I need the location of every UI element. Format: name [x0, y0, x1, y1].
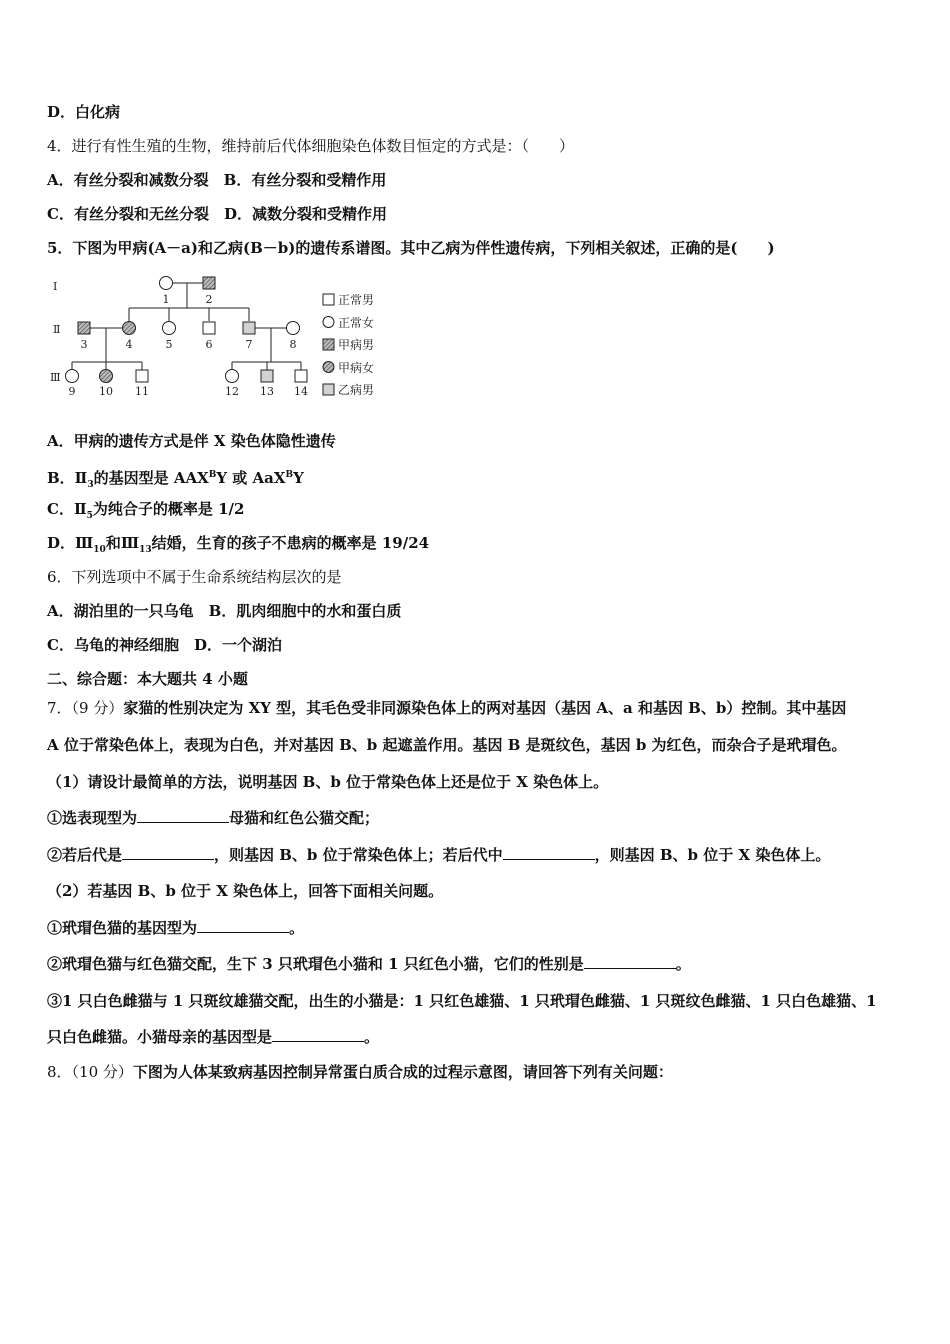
- q6-stem: 6．下列选项中不属于生命系统结构层次的是: [47, 568, 342, 586]
- person-13-disease-b-male: [261, 370, 273, 382]
- gen-label-2: Ⅱ: [53, 323, 61, 336]
- q5-d-pre: D．Ⅲ: [47, 534, 94, 552]
- q7-stem-2: A 位于常染色体上，表现为白色，并对基因 B、b 起遮盖作用。基因 B 是斑纹色，基因 b 为红色，而杂合子是玳瑁色。: [47, 736, 847, 754]
- answer-blank-5[interactable]: [584, 954, 676, 969]
- q5-d-end: 结婚，生育的孩子不患病的概率是 19/24: [151, 534, 430, 552]
- q7-part-1: （1）请设计最简单的方法，说明基因 B、b 位于常染色体上还是位于 X 染色体上。: [47, 773, 609, 791]
- q7-part-2-3: ③1 只白色雌猫与 1 只斑纹雄猫交配，出生的小猫是：1 只红色雄猫、1 只玳瑁色雌猫、1 只斑纹色雌猫、1 只白色雄猫、1: [47, 992, 877, 1010]
- person-num-6: 6: [205, 338, 213, 351]
- answer-blank-6[interactable]: [272, 1027, 364, 1042]
- q5-d-mid: 和Ⅲ: [105, 534, 140, 552]
- person-6-normal-male: [203, 322, 215, 334]
- q6-options-ab: [47, 601, 401, 621]
- q5-b-end: Y: [293, 469, 304, 487]
- answer-blank-1[interactable]: [137, 808, 229, 823]
- pedigree-chart: [47, 268, 392, 400]
- q4-option-b: B．有丝分裂和受精作用: [223, 171, 387, 189]
- person-num-3: 3: [80, 338, 88, 351]
- q6-option-a: A．湖泊里的一只乌龟: [47, 602, 194, 620]
- person-4-disease-a-female: [123, 322, 136, 335]
- person-num-13: 13: [260, 385, 274, 398]
- legend-normal-male-icon: [323, 294, 334, 305]
- person-num-7: 7: [245, 338, 253, 351]
- q5-stem: 5．下图为甲病(A－a)和乙病(B－b)的遗传系谱图。其中乙病为伴性遗传病，下列相关叙述，正确的是( ): [47, 239, 775, 257]
- person-7-disease-b-male: [243, 322, 255, 334]
- q5-d-sub1: 10: [93, 545, 106, 555]
- q7-p2-3c: 。: [364, 1028, 380, 1046]
- person-num-10: 10: [99, 385, 113, 398]
- q5-b-mid2: Y 或 AaX: [216, 469, 286, 487]
- q7-part-2-1: [47, 918, 304, 938]
- q7-stem-1: [47, 698, 846, 718]
- legend-normal-female-icon: [323, 317, 334, 328]
- person-num-11: 11: [135, 385, 149, 398]
- person-num-1: 1: [162, 293, 170, 306]
- q4-stem: 4．进行有性生殖的生物，维持前后代体细胞染色体数目恒定的方式是：（ ）: [47, 137, 575, 155]
- person-3-disease-a-male: [78, 322, 90, 334]
- answer-blank-3[interactable]: [503, 845, 595, 860]
- person-2-disease-a-male: [203, 277, 215, 289]
- q7-stem1-text: 家猫的性别决定为 XY 型，其毛色受非同源染色体上的两对基因（基因 A、a 和基因 B、b）控制。其中基因: [123, 699, 847, 717]
- person-num-4: 4: [125, 338, 133, 351]
- q7-p2-1a: ①玳瑁色猫的基因型为: [47, 919, 198, 937]
- q5-b-pre: B．Ⅱ: [47, 469, 88, 487]
- q4-option-a: A．有丝分裂和减数分裂: [47, 171, 209, 189]
- person-num-14: 14: [294, 385, 308, 398]
- q6-options-cd: [47, 635, 282, 655]
- q5-option-d: [47, 533, 429, 560]
- q7-p1-2c: ，则基因 B、b 位于 X 染色体上。: [594, 846, 831, 864]
- person-14-normal-male: [295, 370, 307, 382]
- q7-p2-2b: 。: [675, 955, 691, 973]
- legend-disease-a-male-icon: [323, 339, 334, 350]
- section-2-title: 二、综合题：本大题共 4 小题: [47, 670, 248, 688]
- q7-part-2-3b: [47, 1027, 379, 1047]
- person-9-normal-female: [66, 370, 79, 383]
- q7-p1-2a: ②若后代是: [47, 846, 123, 864]
- person-10-disease-a-female: [100, 370, 113, 383]
- q7-part-1-1: [47, 808, 379, 828]
- person-num-2: 2: [205, 293, 213, 306]
- gen-label-1: Ⅰ: [53, 280, 58, 293]
- person-num-5: 5: [165, 338, 173, 351]
- q8-number: 8．: [47, 1063, 72, 1081]
- q5-c-pre: C．Ⅱ: [47, 500, 87, 518]
- q6-option-d: D．一个湖泊: [193, 636, 282, 654]
- q5-c-sub: 5: [86, 511, 93, 521]
- q4-options-ab: [47, 170, 386, 190]
- q7-p2-3b: 只白色雌猫。小猫母亲的基因型是: [47, 1028, 273, 1046]
- q4-option-c: C．有丝分裂和无丝分裂: [47, 205, 209, 223]
- q8-stem-text: 下图为人体某致病基因控制异常蛋白质合成的过程示意图，请回答下列有关问题：: [132, 1063, 673, 1081]
- answer-blank-2[interactable]: [122, 845, 214, 860]
- q7-part-2-2: [47, 954, 691, 974]
- person-num-8: 8: [289, 338, 297, 351]
- q4-option-d: D．减数分裂和受精作用: [223, 205, 387, 223]
- q7-p1-1a: ①选表现型为: [47, 809, 138, 827]
- person-num-12: 12: [225, 385, 239, 398]
- legend-disease-a-male: 甲病男: [338, 338, 375, 352]
- q7-score: （9 分）: [71, 699, 124, 717]
- answer-blank-4[interactable]: [197, 918, 289, 933]
- q5-c-end: 为纯合子的概率是 1/2: [92, 500, 245, 518]
- person-1-normal-female: [160, 277, 173, 290]
- person-8-normal-female: [287, 322, 300, 335]
- q6-option-c: C．乌龟的神经细胞: [47, 636, 179, 654]
- q3-option-d: D．白化病: [47, 103, 121, 121]
- q7-number: 7．: [47, 699, 72, 717]
- person-5-normal-female: [163, 322, 176, 335]
- legend-disease-a-female-icon: [323, 362, 334, 373]
- q5-b-mid: 的基因型是 AAX: [93, 469, 209, 487]
- q8-score: （10 分）: [71, 1063, 133, 1081]
- q5-b-sup2: B: [285, 470, 294, 480]
- q7-p1-2b: ，则基因 B、b 位于常染色体上；若后代中: [214, 846, 503, 864]
- gen-label-3: Ⅲ: [50, 371, 61, 384]
- q7-p2-1b: 。: [289, 919, 305, 937]
- q7-p1-1b: 母猫和红色公猫交配；: [229, 809, 380, 827]
- person-11-normal-male: [136, 370, 148, 382]
- q4-options-cd: [47, 204, 387, 224]
- legend-disease-b-male: 乙病男: [338, 383, 375, 397]
- q5-b-sub: 3: [87, 480, 94, 490]
- legend-normal-female: 正常女: [338, 316, 375, 330]
- q5-option-b: [47, 465, 304, 495]
- legend-normal-male: 正常男: [338, 293, 375, 307]
- legend-disease-a-female: 甲病女: [338, 361, 375, 375]
- q8-stem: [47, 1062, 673, 1082]
- q7-part-1-2: [47, 845, 830, 865]
- person-num-9: 9: [68, 385, 76, 398]
- q5-d-sub2: 13: [139, 545, 152, 555]
- person-12-normal-female: [226, 370, 239, 383]
- q6-option-b: B．肌肉细胞中的水和蛋白质: [208, 602, 402, 620]
- q7-p2-2a: ②玳瑁色猫与红色猫交配，生下 3 只玳瑁色小猫和 1 只红色小猫，它们的性别是: [47, 955, 584, 973]
- q7-part-2: （2）若基因 B、b 位于 X 染色体上，回答下面相关问题。: [47, 882, 444, 900]
- q5-option-a: A．甲病的遗传方式是伴 X 染色体隐性遗传: [47, 432, 336, 450]
- legend-disease-b-male-icon: [323, 384, 334, 395]
- q5-option-c: [47, 499, 244, 526]
- q5-b-sup1: B: [208, 470, 217, 480]
